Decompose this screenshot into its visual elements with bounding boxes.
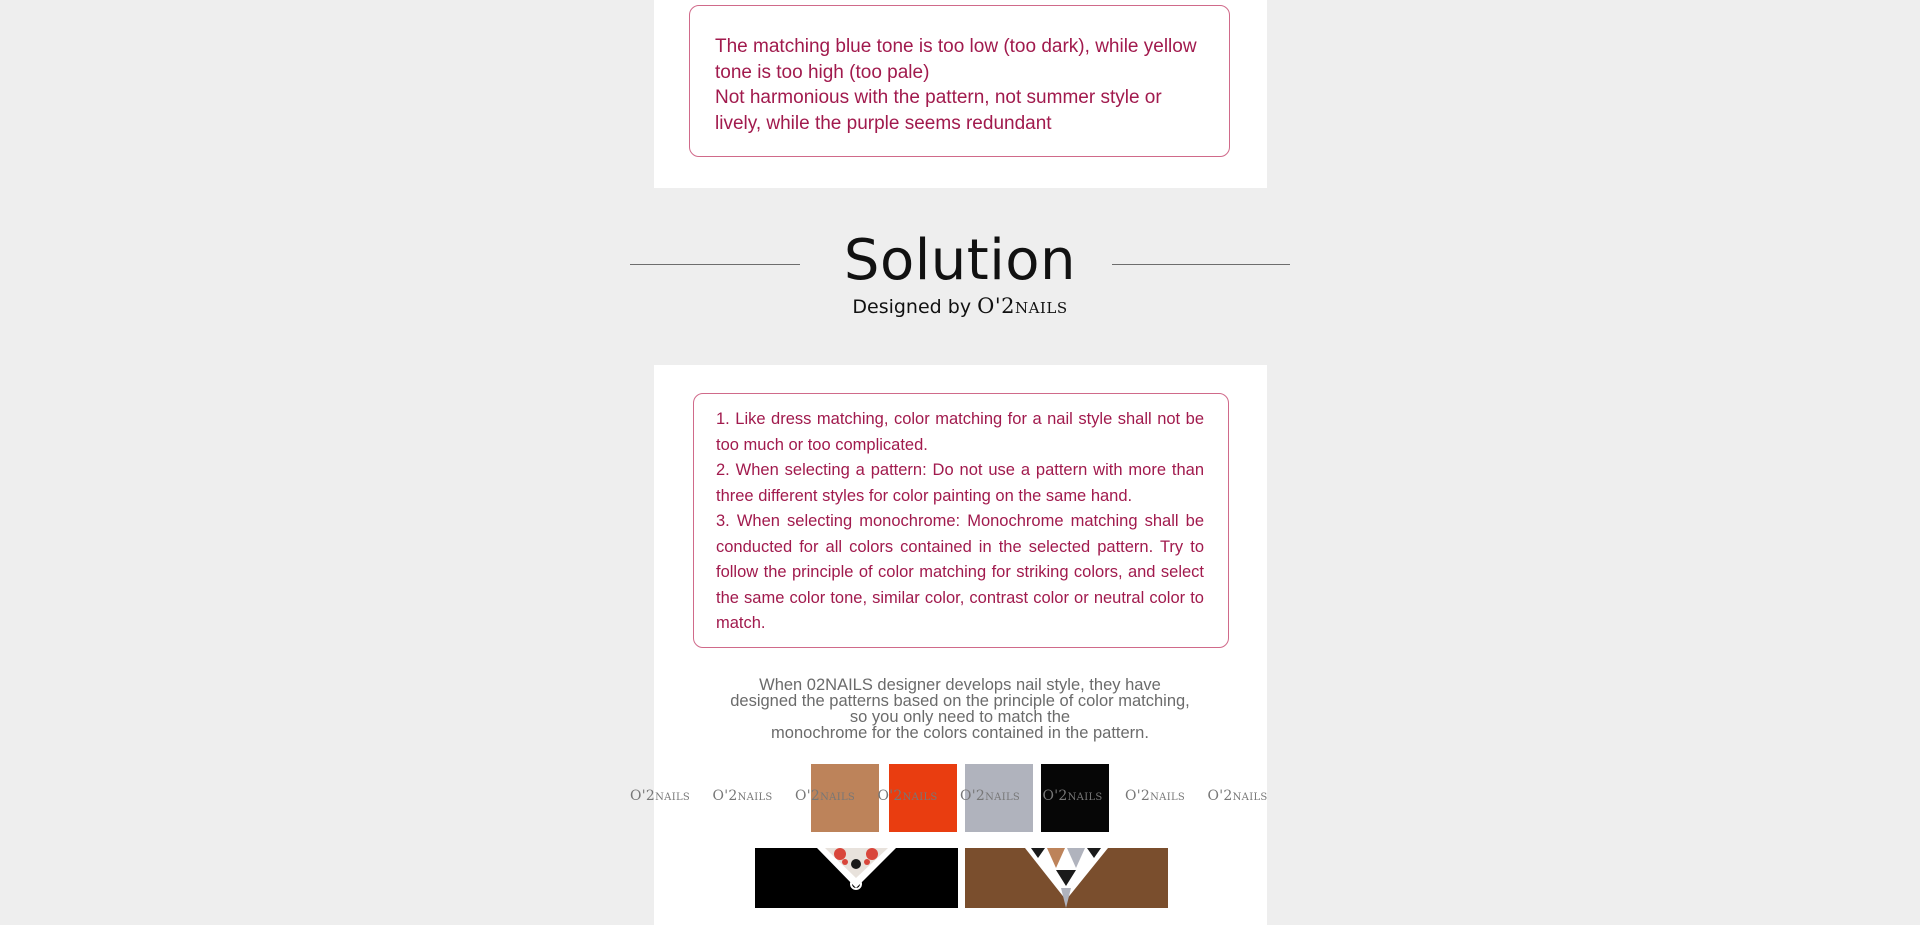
watermark: O'2nails xyxy=(1207,788,1268,804)
subtitle-prefix: Designed by xyxy=(852,296,972,318)
designer-description xyxy=(700,677,1220,741)
title-divider-right xyxy=(1112,264,1290,265)
nail-pattern-image xyxy=(755,848,958,908)
description-line: designed the patterns based on the principle of color matching, xyxy=(730,692,1190,710)
nail-pattern-image xyxy=(965,848,1168,908)
brand-logo: O'2nails xyxy=(977,294,1068,318)
watermark-row xyxy=(630,788,1290,808)
rule-item: 2. When selecting a pattern: Do not use a pattern with more than three different styles for color painting on the same hand. xyxy=(716,461,1204,505)
rule-item: 3. When selecting monochrome: Monochrome matching shall be conducted for all colors contained in the selected pattern. Try to follow the principle of color matching for striking colors, and select the same color tone, similar color, contrast color or neutral color to match. xyxy=(716,512,1204,632)
watermark: O'2nails xyxy=(795,788,856,804)
watermark: O'2nails xyxy=(630,788,691,804)
watermark: O'2nails xyxy=(1125,788,1186,804)
description-line: monochrome for the colors contained in the pattern. xyxy=(771,724,1149,742)
pattern-floral-graphic xyxy=(755,848,958,908)
watermark: O'2nails xyxy=(960,788,1021,804)
problem-callout xyxy=(689,5,1230,157)
problem-line: The matching blue tone is too low (too dark), while yellow tone is too high (too pale) xyxy=(715,36,1197,83)
section-subtitle xyxy=(760,294,1160,318)
section-title: Solution xyxy=(843,228,1077,293)
watermark: O'2nails xyxy=(877,788,938,804)
description-line: so you only need to match the xyxy=(849,708,1071,726)
rules-callout xyxy=(693,393,1229,648)
problem-line: Not harmonious with the pattern, not summer style or lively, while the purple seems redundant xyxy=(715,87,1162,134)
rule-item: 1. Like dress matching, color matching for a nail style shall not be too much or too complicated. xyxy=(716,410,1204,454)
pattern-geometric-graphic xyxy=(965,848,1168,908)
watermark: O'2nails xyxy=(1042,788,1103,804)
watermark: O'2nails xyxy=(712,788,773,804)
description-line: When 02NAILS designer develops nail style, they have xyxy=(759,676,1161,694)
